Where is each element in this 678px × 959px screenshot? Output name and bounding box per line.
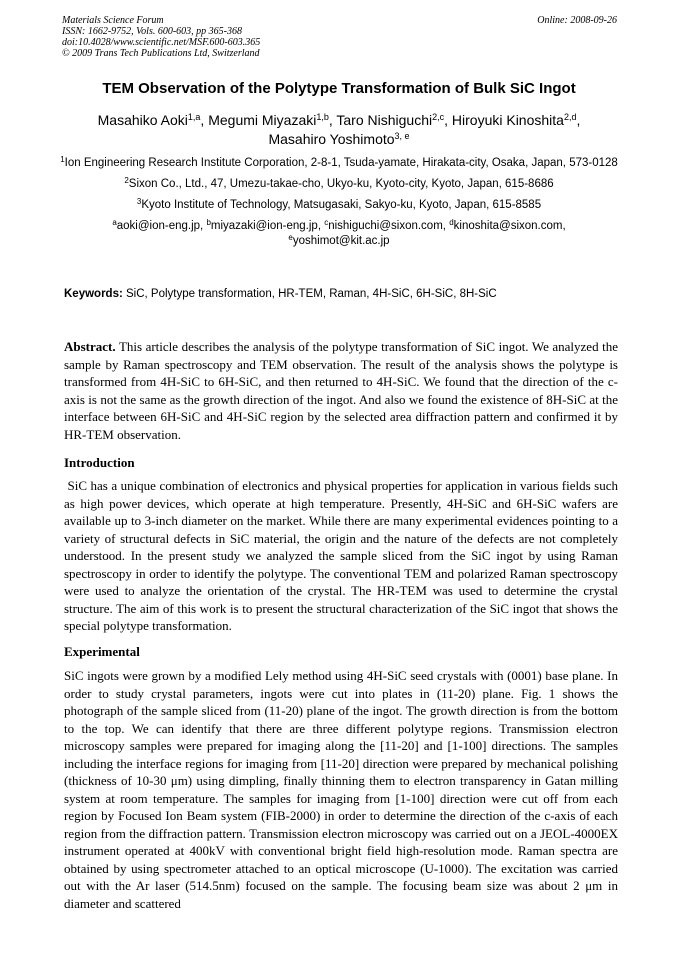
email-sup: b — [206, 218, 211, 227]
author-name: Masahiro Yoshimoto — [268, 131, 395, 147]
affil-text: Ion Engineering Research Institute Corporation, 2-8-1, Tsuda-yamate, Hirakata-city, Osaka, Japan, 573-0128 — [64, 157, 618, 169]
affil-text: Kyoto Institute of Technology, Matsugasaki, Sakyo-ku, Kyoto, Japan, 615-8585 — [141, 199, 542, 211]
author-affil-sup: 2,d — [563, 112, 577, 122]
introduction-text: SiC has a unique combination of electronics and physical properties for application in various fields such as high power devices, which operate at high temperature. Presently, 4H-SiC and 6H-SiC wafers are available up to 3-inch diameter on the market. While there are many experimental evidences pointing to a variety of structural defects in SiC material, the origin and the nature of the defects are not completely understood. In the present study we analyzed the sample sliced from the SiC ingot by using Raman spectroscopy in order to identify the polytype. The conventional TEM and polarized Raman spectroscopy were used to analyze the orientation of the crystal. The HR-TEM was used to determine the crystal structure. The aim of this work is to present the structural characterization of the SiC ingot that shows the special polytype transformation. — [64, 478, 619, 633]
abstract-text: This article describes the analysis of the polytype transformation of SiC ingot. We analyzed the sample by Raman spectroscopy and TEM observation. The result of the analysis shows the polytype is transformed from 4H-SiC to 6H-SiC, and then returned to 4H-SiC. We found that the direction of the c-axis is not the same as the growth direction of the ingot. And also we found the existence of 8H-SiC at the interface between 6H-SiC and 4H-SiC region by the selected area diffraction pattern and confirmed it by HR-TEM observation. — [64, 339, 618, 442]
issn-line: ISSN: 1662-9752, Vols. 600-603, pp 365-368 — [62, 26, 242, 37]
affiliation-2 — [55, 177, 623, 192]
keywords-text: SiC, Polytype transformation, HR-TEM, Raman, 4H-SiC, 6H-SiC, 8H-SiC — [126, 288, 497, 300]
affil-sup: 3 — [136, 197, 142, 206]
affil-sup: 1 — [60, 155, 65, 164]
affiliation-3 — [55, 198, 623, 213]
email-sup: a — [112, 218, 117, 227]
keywords-label: Keywords: — [64, 288, 123, 300]
author-name: Masahiko Aoki — [97, 112, 188, 128]
affiliation-1 — [55, 156, 623, 171]
experimental-heading: Experimental — [64, 644, 140, 659]
doi-line: doi:10.4028/www.scientific.net/MSF.600-603.365 — [62, 37, 261, 48]
journal-name: Materials Science Forum — [62, 15, 164, 26]
online-date: Online: 2008-09-26 — [537, 15, 617, 26]
email-link[interactable]: nishiguchi@sixon.com — [328, 220, 443, 232]
author-affil-sup: 3, e — [394, 131, 410, 141]
affil-sup: 2 — [124, 176, 129, 185]
email-link[interactable]: aoki@ion-eng.jp — [116, 220, 201, 232]
copyright-line: © 2009 Trans Tech Publications Ltd, Switzerland — [62, 48, 260, 59]
email-link[interactable]: yoshimot@kit.ac.jp — [292, 235, 390, 247]
journal-header — [62, 15, 617, 59]
affiliation-block — [55, 156, 623, 249]
author-list: Masahiko Aoki$^{1,a}$, Megumi Miyazaki$^{1,b}$, Taro Nishiguchi$^{2,c}$, Hiroyuki Kinoshita$^{2,d}$, Masahiro Yoshimoto$^{3, e}$ — [97, 112, 581, 147]
author-affil-sup: 1,b — [316, 112, 329, 122]
experimental-text: SiC ingots were grown by a modified Lely method using 4H-SiC seed crystals with (0001) base plane. In order to study crystal parameters, ingots were cut into plates in (11-20) plane. Fig. 1 shows the photograph of the sample sliced from (11-20) plane of the ingot. The growth direction is from the bottom to the top. We can identify that there are three different polytype regions. Transmission electron microscopy samples were prepared for imaging along the [11-20] and [1-100] directions. The samples including the interface regions for imaging from [11-20] direction were prepared by mechanical polishing (thickness of 10-30 μm) using dimpling, finally thinning them to electron transparency in Gatan milling system at room temperature. The samples for imaging from [1-100] direction were cut off from each region by Focused Ion Beam system (FIB-2000) in order to determine the direction of the c-axis of each region from the diffraction pattern. Transmission electron microscopy was carried out on a JEOL-4000EX instrument operated at 400kV with conventional bright field high-resolution mode. Raman spectra are obtained by using spectrometer attached to an optical microscope (U-1000). The excitation was carried out with the Ar laser (514.5nm) focused on the sample. The focusing beam size was about 2 μm in diameter and scattered — [64, 668, 618, 911]
email-sup: c — [324, 218, 329, 227]
author-affil-sup: 2,c — [432, 112, 445, 122]
introduction-heading: Introduction — [64, 455, 135, 470]
abstract-paragraph — [64, 338, 618, 443]
affil-text: Sixon Co., Ltd., 47, Umezu-takae-cho, Ukyo-ku, Kyoto-city, Kyoto, Japan, 615-8686 — [128, 178, 554, 190]
author-name: Hiroyuki Kinoshita — [451, 112, 564, 128]
abstract-label: Abstract. — [64, 339, 116, 354]
experimental-paragraph — [64, 667, 618, 912]
author-name: Megumi Miyazaki — [208, 112, 317, 128]
paper-title: TEM Observation of the Polytype Transformation of Bulk SiC Ingot — [102, 80, 576, 97]
introduction-paragraph — [64, 477, 618, 635]
email-sup: e — [288, 233, 293, 242]
author-name: Taro Nishiguchi — [336, 112, 433, 128]
email-link[interactable]: miyazaki@ion-eng.jp — [210, 220, 318, 232]
email-sup: d — [449, 218, 454, 227]
email-link[interactable]: kinoshita@sixon.com — [453, 220, 563, 232]
keywords-line — [64, 287, 618, 302]
email-list: $^a$aoki@ion-eng.jp, $^b$miyazaki@ion-eng.jp, $^c$nishiguchi@sixon.com, $^d$kinoshita@sixon.com, $^e$yoshimot@kit.ac.jp — [112, 218, 566, 247]
author-affil-sup: 1,a — [187, 112, 201, 122]
